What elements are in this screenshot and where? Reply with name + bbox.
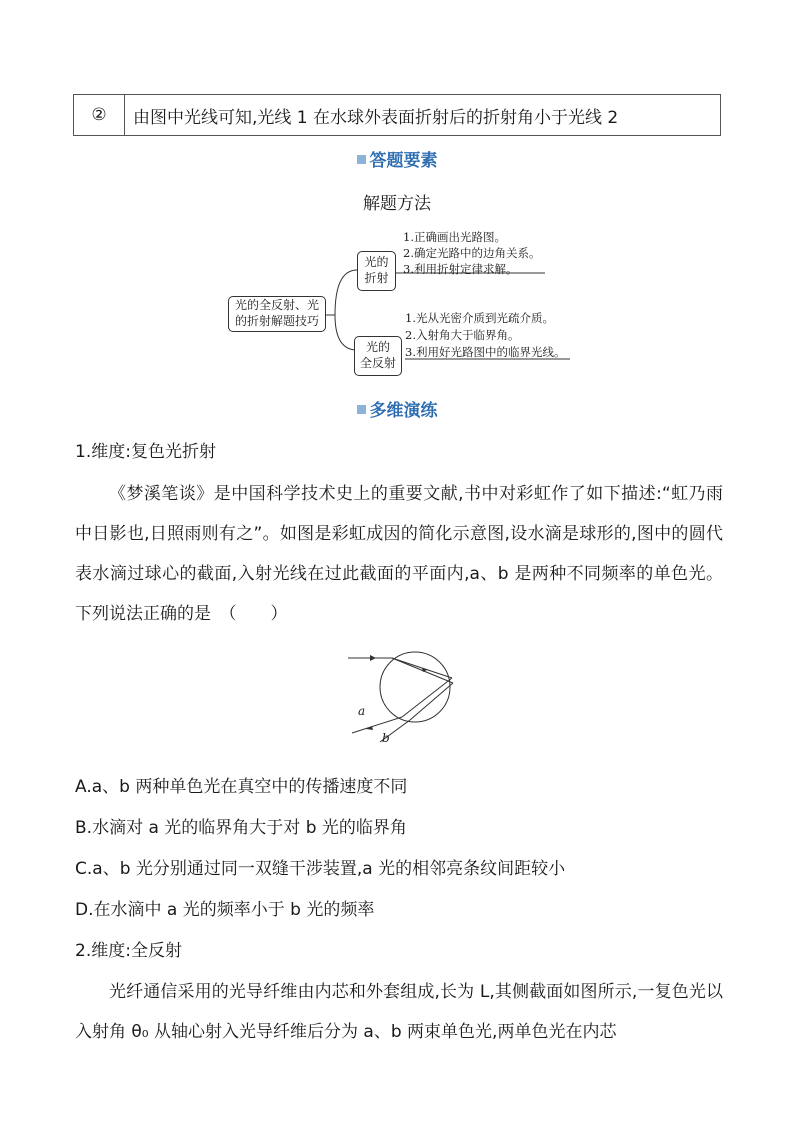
mind-map-root xyxy=(228,296,326,332)
refraction-item-3: 3.利用折射定律求解。 xyxy=(403,262,518,276)
raindrop-figure xyxy=(340,645,470,750)
tir-label-line2: 全反射 xyxy=(359,356,396,370)
section-marker-icon xyxy=(357,155,366,164)
tir-item-2: 2.入射角大于临界角。 xyxy=(405,328,520,342)
refraction-item-1: 1.正确画出光路图。 xyxy=(403,230,506,244)
q1-heading: 1.维度:复色光折射 xyxy=(75,442,216,462)
section-title: 多维演练 xyxy=(369,401,438,421)
root-label-line2: 的折射解题技巧 xyxy=(234,314,319,328)
section-heading-answer-elements xyxy=(0,146,794,171)
section-title: 答题要素 xyxy=(369,151,438,171)
table-row-text: 由图中光线可知,光线 1 在水球外表面折射后的折射角小于光线 2 xyxy=(125,95,721,136)
section-heading-practice xyxy=(0,396,794,421)
refraction-label-line2: 折射 xyxy=(364,271,389,285)
info-table xyxy=(73,94,721,136)
figure-label-b: b xyxy=(382,731,390,745)
q2-heading: 2.维度:全反射 xyxy=(75,941,182,961)
tir-item-3: 3.利用好光路图中的临界光线。 xyxy=(405,345,566,359)
q1-stem: 《梦溪笔谈》是中国科学技术史上的重要文献,书中对彩虹作了如下描述:“虹乃雨中日影也,日照雨则有之”。如图是彩虹成因的简化示意图,设水滴是球形的,图中的圆代表水滴过球心的截面,入射光线在过此截面的平面内,a、b 是两种不同频率的单色光。下列说法正确的是 （ ） xyxy=(75,484,723,624)
q2-stem: 光纤通信采用的光导纤维由内芯和外套组成,长为 L,其侧截面如图所示,一复色光以入射角 θ₀ 从轴心射入光导纤维后分为 a、b 两束单色光,两单色光在内芯 xyxy=(75,982,723,1042)
mind-map-node-total-reflection xyxy=(354,336,402,376)
q1-option-a: A.a、b 两种单色光在真空中的传播速度不同 xyxy=(75,777,408,797)
tir-item-1: 1.光从光密介质到光疏介质。 xyxy=(405,311,554,325)
tir-label-line1: 光的 xyxy=(365,340,390,354)
q1-option-c: C.a、b 光分别通过同一双缝干涉装置,a 光的相邻亮条纹间距较小 xyxy=(75,859,566,879)
table-row xyxy=(74,95,721,136)
method-title: 解题方法 xyxy=(363,194,431,214)
mind-map-node-refraction xyxy=(357,251,396,291)
q1-option-d: D.在水滴中 a 光的频率小于 b 光的频率 xyxy=(75,900,375,920)
q1-option-b: B.水滴对 a 光的临界角大于对 b 光的临界角 xyxy=(75,818,407,838)
refraction-label-line1: 光的 xyxy=(364,255,389,269)
refraction-item-2: 2.确定光路中的边角关系。 xyxy=(403,246,541,260)
section-marker-icon xyxy=(357,405,366,414)
root-label-line1: 光的全反射、光 xyxy=(234,298,319,312)
table-row-number: ② xyxy=(74,95,125,136)
figure-label-a: a xyxy=(358,704,366,718)
